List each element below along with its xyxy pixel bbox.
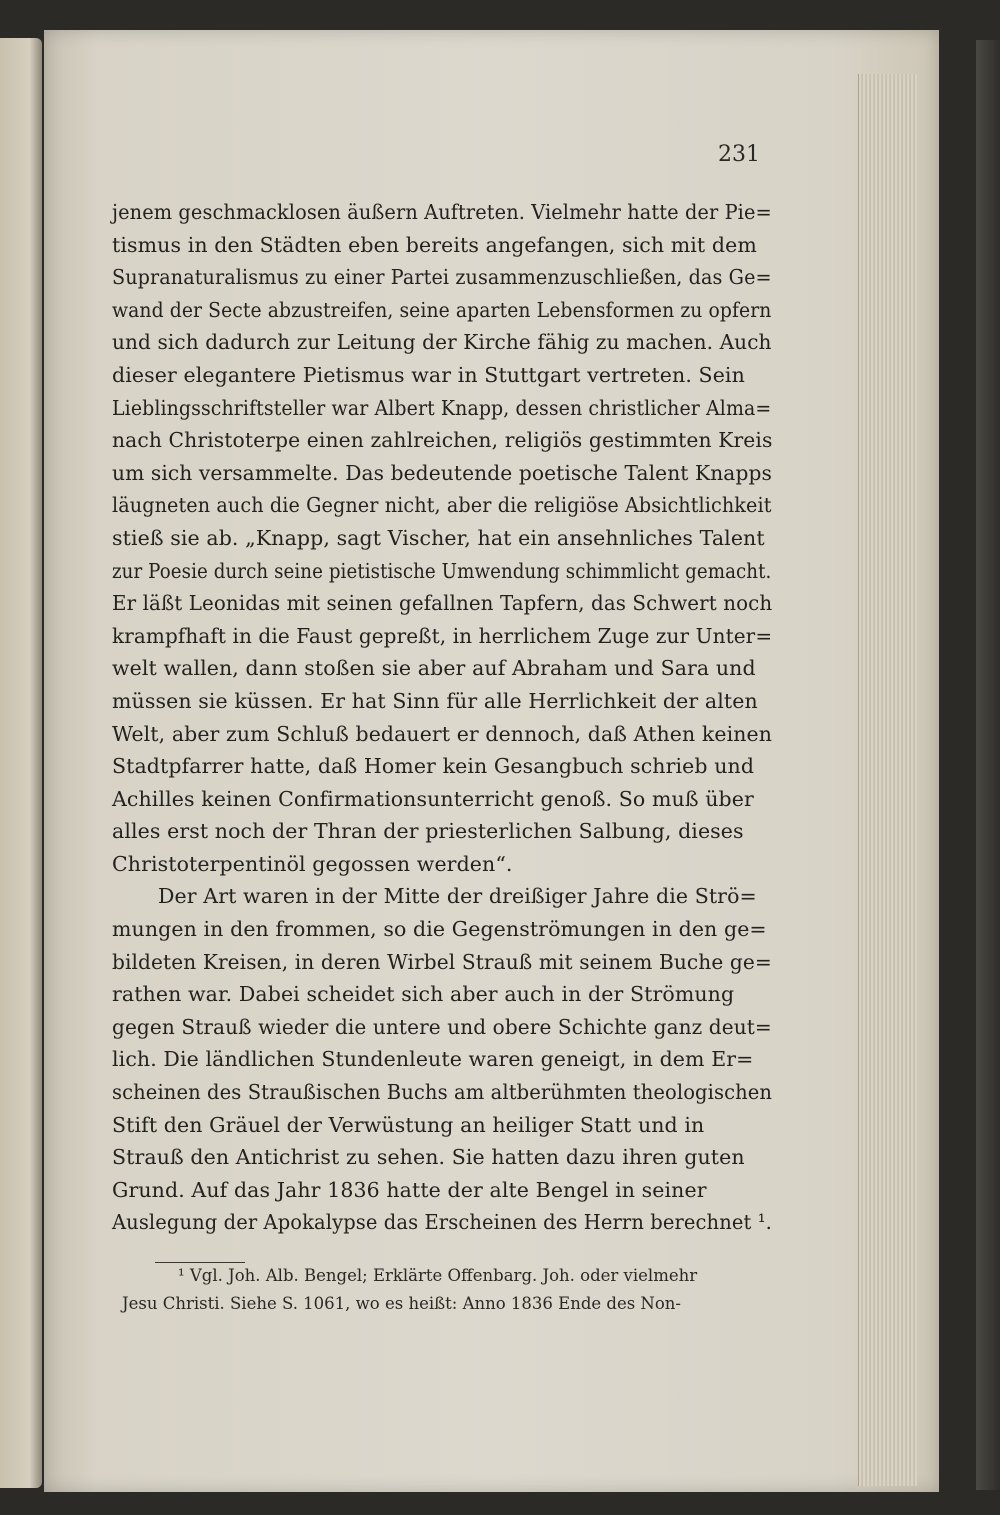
text-line: Stadtpfarrer hatte, daß Homer kein Gesangbuch schrieb und: [112, 754, 755, 779]
book-cover-edge: [976, 40, 1000, 1490]
text-line: mungen in den frommen, so die Gegenströmungen in den ge=: [112, 917, 767, 942]
text-line: tismus in den Städten eben bereits angefangen, sich mit dem: [112, 232, 757, 257]
paragraph-start-line: Der Art waren in der Mitte der dreißiger Jahre die Strö=: [158, 884, 757, 909]
text-line: zur Poesie durch seine pietistische Umwendung schimmlicht gemacht.: [112, 558, 772, 583]
text-line: alles erst noch der Thran der priesterlichen Salbung, dieses: [112, 819, 744, 844]
text-line: Er läßt Leonidas mit seinen gefallnen Tapfern, das Schwert noch: [112, 591, 773, 616]
text-line: und sich dadurch zur Leitung der Kirche fähig zu machen. Auch: [112, 330, 772, 355]
text-line: krampfhaft in die Faust gepreßt, in herrlichem Zuge zur Unter=: [112, 623, 773, 648]
body-text: [112, 196, 772, 1239]
page-number: 231: [718, 142, 760, 167]
text-line: nach Christoterpe einen zahlreichen, religiös gestimmten Kreis: [112, 428, 773, 453]
text-line: um sich versammelte. Das bedeutende poetische Talent Knapps: [112, 460, 772, 485]
footnote-line: ¹ Vgl. Joh. Alb. Bengel; Erklärte Offenbarg. Joh. oder vielmehr: [178, 1266, 698, 1285]
text-line: jenem geschmacklosen äußern Auftreten. Vielmehr hatte der Pie=: [112, 200, 772, 224]
text-line: Welt, aber zum Schluß bedauert er dennoch, daß Athen keinen: [112, 721, 772, 746]
text-line: läugneten auch die Gegner nicht, aber die religiöse Absichtlichkeit: [112, 493, 772, 518]
text-line: rathen war. Dabei scheidet sich aber auch in der Strömung: [112, 982, 735, 1007]
text-line: Strauß den Antichrist zu sehen. Sie hatten dazu ihren guten: [112, 1145, 745, 1170]
footnotes: [122, 1262, 782, 1318]
text-line: welt wallen, dann stoßen sie aber auf Abraham und Sara und: [112, 656, 756, 681]
text-line: bildeten Kreisen, in deren Wirbel Strauß mit seinem Buche ge=: [112, 949, 772, 974]
page-edges: [858, 74, 917, 1486]
text-line: Stift den Gräuel der Verwüstung an heiliger Statt und in: [112, 1112, 705, 1137]
text-line: scheinen des Straußischen Buchs am altberühmten theologischen: [112, 1080, 773, 1105]
text-line: Supranaturalismus zu einer Partei zusammenzuschließen, das Ge=: [112, 265, 772, 290]
text-line: stieß sie ab. „Knapp, sagt Vischer, hat ein ansehnliches Talent: [112, 525, 765, 550]
text-line: Grund. Auf das Jahr 1836 hatte der alte Bengel in seiner: [112, 1177, 707, 1202]
text-line: Achilles keinen Confirmationsunterricht genoß. So muß über: [112, 786, 754, 811]
text-line: Auslegung der Apokalypse das Erscheinen des Herrn berechnet ¹.: [112, 1210, 772, 1235]
footnote-line: Jesu Christi. Siehe S. 1061, wo es heißt: Anno 1836 Ende des Non-: [122, 1294, 682, 1313]
text-line: müssen sie küssen. Er hat Sinn für alle Herrlichkeit der alten: [112, 688, 758, 713]
text-line: wand der Secte abzustreifen, seine aparten Lebensformen zu opfern: [112, 297, 772, 322]
text-line: Christoterpentinöl gegossen werden“.: [112, 851, 513, 876]
text-line: gegen Strauß wieder die untere und obere Schichte ganz deut=: [112, 1014, 772, 1039]
left-page-edge: [0, 38, 42, 1488]
text-line: dieser elegantere Pietismus war in Stuttgart vertreten. Sein: [112, 362, 745, 387]
text-line: Lieblingsschriftsteller war Albert Knapp, dessen christlicher Alma=: [112, 395, 772, 420]
text-line: lich. Die ländlichen Stundenleute waren geneigt, in dem Er=: [112, 1047, 754, 1072]
